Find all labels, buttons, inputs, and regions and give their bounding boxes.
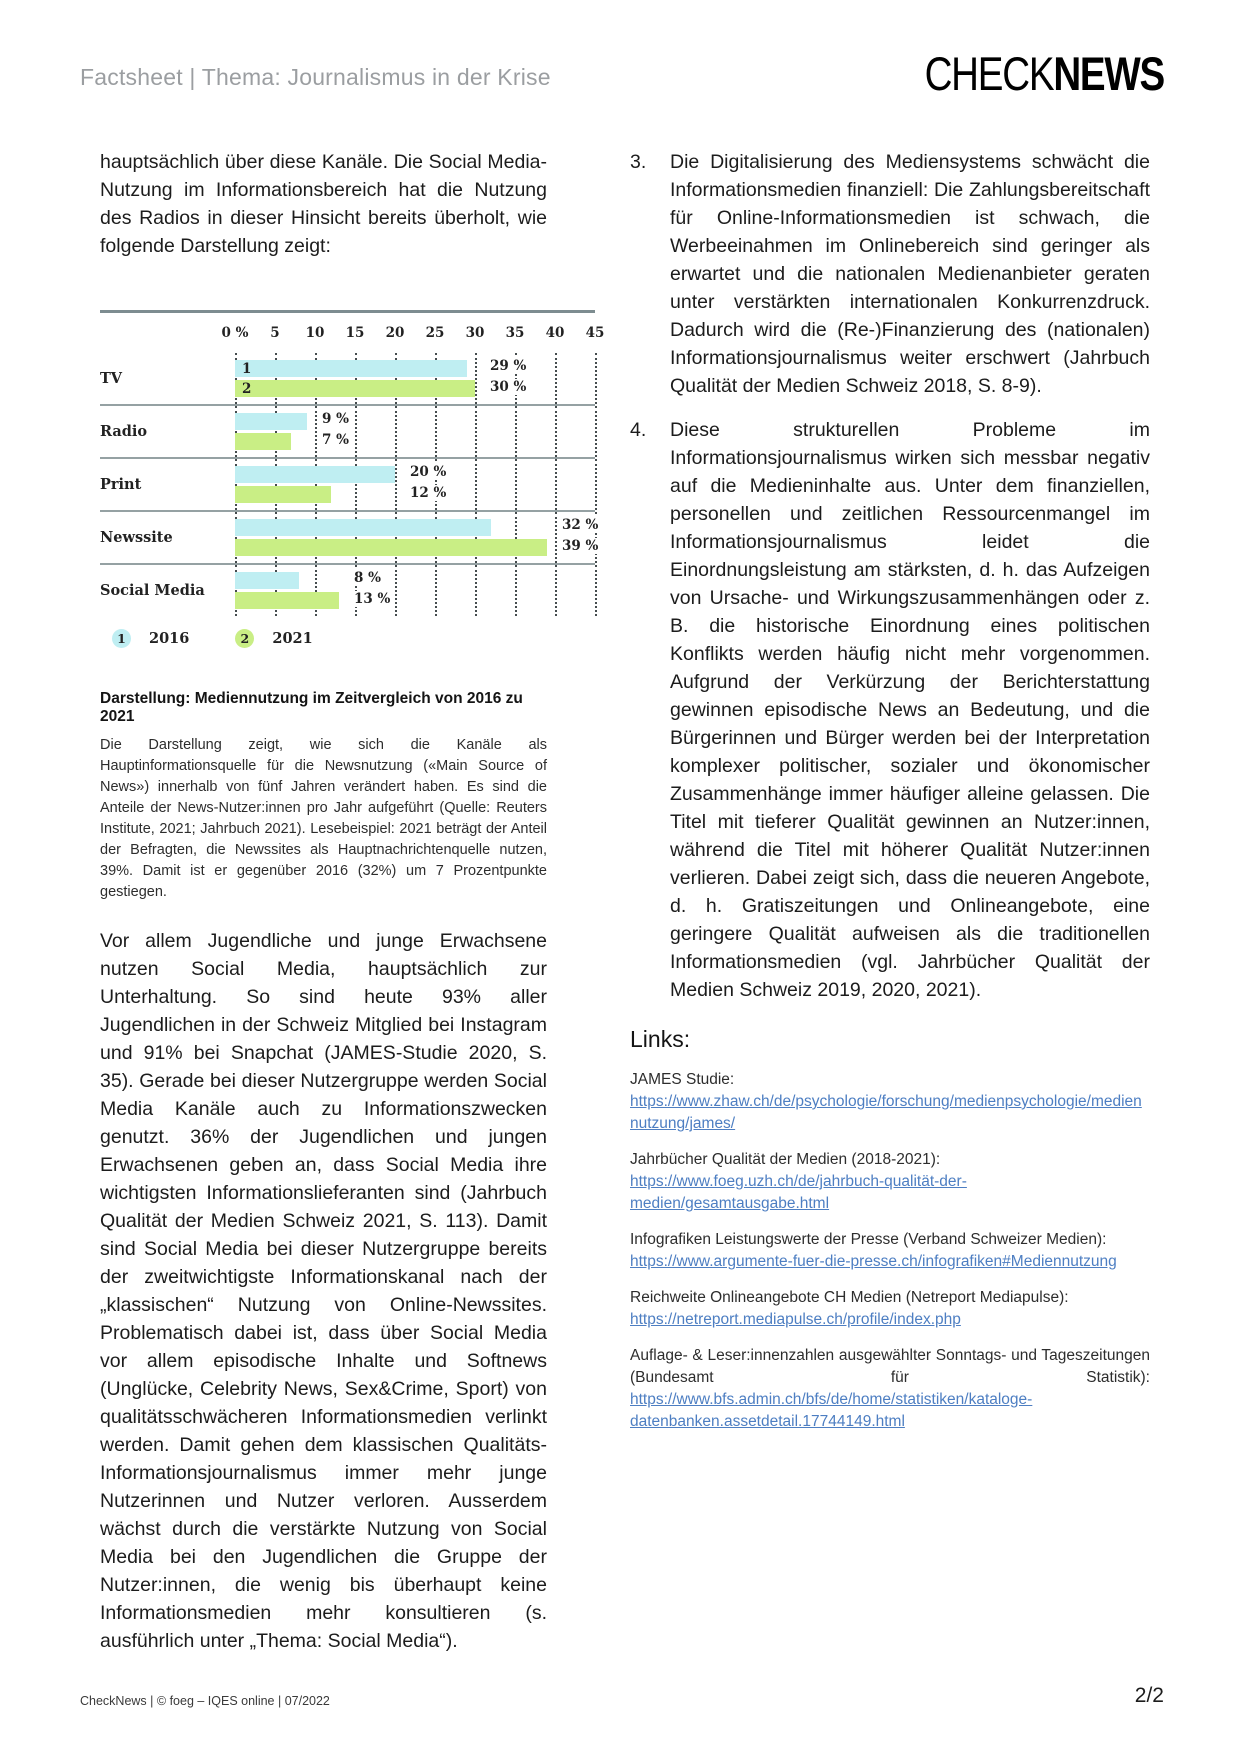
- gridline: [515, 565, 517, 616]
- x-axis-tick-label: 10: [305, 325, 325, 341]
- links-heading: Links:: [630, 1026, 691, 1052]
- gridline: [555, 406, 557, 457]
- body-paragraph: Vor allem Jugendliche und junge Erwachsene nutzen Social Media, hauptsächlich zur Unterhaltung. So sind heute 93% aller Jugendlichen in der Schweiz Mitglied bei Instagram und 91% bei Snapchat (JAMES-Studie 2020, S. 35). Gerade bei dieser Nutzergruppe werden Social Media Kanäle auch zu Informationszwecken genutzt. 36% der Jugendlichen und jungen Erwachsenen geben an, dass Social Media ihre wichtigsten Informationslieferanten sind (Jahrbuch Qualität der Medien Schweiz 2021, S. 113). Damit sind Social Media bei dieser Nutzergruppe bereits der zweitwichtigste Informationskanal nach der „klassischen“ Nutzung von Online-Newssites. Problematisch dabei ist, dass über Social Media vor allem episodische Inhalte und Softnews (Unglücke, Celebrity News, Sex&Crime, Sport) von qualitätsschwächeren Informationsmedien verlinkt werden. Damit gehen dem klassischen Qualitäts- Informationsjournalismus immer mehr junge Nutzerinnen und Nutzer verloren. Ausserdem wächst durch die verstärkte Nutzung von Social Media bei den Jugendlichen die Gruppe der Nutzer:innen, die wenig bis überhaupt keine Informationsmedien mehr konsultieren (s. ausführlich unter „Thema: Social Media“).: [100, 930, 547, 1652]
- chart-plot-area: [235, 459, 595, 510]
- bar-2016-social-media: [235, 572, 299, 589]
- logo-text-check: CHECK: [924, 47, 1054, 100]
- link-url[interactable]: https://www.bfs.admin.ch/bfs/de/home/statistiken/kataloge-datenbanken.assetdetail.17744149.html: [630, 1391, 1033, 1430]
- gridline: [355, 406, 357, 457]
- bar-value-label: 8 %: [351, 570, 384, 586]
- chart-row: [100, 510, 599, 563]
- chart-row: [100, 353, 595, 404]
- page-number: 2/2: [1134, 1684, 1164, 1707]
- gridline: [515, 406, 517, 457]
- x-axis-tick-label: 45: [585, 325, 605, 341]
- chart-caption-text: Die Darstellung zeigt, wie sich die Kanäle als Hauptinformationsquelle für die Newsnutzung («Main Source of News») innerhalb von fünf Jahren verändert haben. Es sind die Anteile der News-Nutzer:innen pro Jahr aufgeführt (Quelle: Reuters Institute, 2021; Jahrbuch 2021). Lesebeispiel: 2021 beträgt der Anteil der Befragten, die Newssites als Hauptnachrichtenquelle nutzen, 39%. Damit ist er gegenüber 2016 (32%) um 7 Prozentpunkte gestiegen.: [100, 737, 547, 900]
- link-url[interactable]: https://www.foeg.uzh.ch/de/jahrbuch-qualität-der-medien/gesamtausgabe.html: [630, 1173, 967, 1212]
- bar-value-label: 12 %: [407, 485, 449, 501]
- legend-item-2021: [235, 629, 312, 648]
- chart-category-label: Social Media: [100, 582, 205, 599]
- bar-2021-social-media: [235, 592, 339, 609]
- chart-plot-area: [235, 406, 595, 457]
- legend-label: 2021: [272, 630, 313, 647]
- link-label: Auflage- & Leser:innenzahlen ausgewählter Sonntags- und Tageszeitungen (Bundesamt für Statistik):: [630, 1347, 1150, 1386]
- bar-2016-newssite: [235, 519, 491, 536]
- axis-spacer: [100, 313, 235, 353]
- bar-2021-newssite: [235, 539, 547, 556]
- link-entry: [630, 1345, 1150, 1433]
- left-column: [100, 148, 605, 1655]
- x-axis-tick-label: 0 %: [221, 325, 249, 341]
- page-credit: CheckNews | © foeg – IQES online | 07/2022: [80, 1694, 330, 1708]
- x-axis-tick-label: 5: [270, 325, 280, 341]
- bar-2016-radio: [235, 413, 307, 430]
- bar-value-label: 13 %: [351, 591, 393, 607]
- link-url[interactable]: https://www.zhaw.ch/de/psychologie/forschung/medienpsychologie/mediennutzung/james/: [630, 1093, 1142, 1132]
- chart-category-label: Print: [100, 476, 142, 493]
- bar-value-label: 30 %: [487, 379, 529, 395]
- page-footer: [80, 1684, 1164, 1708]
- numbered-item-3: [630, 148, 1150, 400]
- legend-item-2016: [112, 629, 189, 648]
- gridline: [475, 353, 477, 404]
- link-entry: [630, 1287, 1150, 1331]
- link-url[interactable]: https://www.argumente-fuer-die-presse.ch/infografiken#Mediennutzung: [630, 1253, 1117, 1270]
- item-text: Diese strukturellen Probleme im Informationsjournalismus wirken sich messbar negativ auf die Medieninhalte aus. Unter dem finanziellen, personellen und zeitlichen Ressourcenmangel im Informationsjournalismus leidet die Einordnungsleistung am stärksten, d. h. das Aufzeigen von Ursache- und Wirkungszusammenhängen oder z. B. die historische Einordnung eines politischen Konflikts werden häufig nicht mehr vorgenommen. Aufgrund der Verkürzung der Berichterstattung gewinnen episodische News an Bedeutung, und die Bürgerinnen und Bürger werden bei der Interpretation komplexer politischer, sozialer und ökonomischer Zusammenhänge immer häufiger alleine gelassen. Die Titel mit tieferer Qualität gewinnen an Nutzer:innen, während die Titel mit höherer Qualität Nutzer:innen verlieren. Dabei zeigt sich, dass die neueren Angebote, d. h. Gratiszeitungen und Onlineangebote, eine geringere Qualität aufweisen als die traditionellen Informationsmedien (vgl. Jahrbücher Qualität der Medien Schweiz 2019, 2020, 2021).: [670, 419, 1150, 1001]
- link-url[interactable]: https://netreport.mediapulse.ch/profile/index.php: [630, 1311, 961, 1328]
- chart-caption-title: Darstellung: Mediennutzung im Zeitvergleich von 2016 zu 2021: [100, 690, 523, 725]
- bar-value-label: 9 %: [319, 411, 352, 427]
- chart-plot-area: [235, 353, 595, 404]
- intro-paragraph: hauptsächlich über diese Kanäle. Die Social Media-Nutzung im Informationsbereich hat die Nutzung des Radios in dieser Hinsicht bereits überholt, wie folgende Darstellung zeigt:: [100, 151, 547, 257]
- gridline: [395, 406, 397, 457]
- link-label: Reichweite Onlineangebote CH Medien (Netreport Mediapulse):: [630, 1289, 1069, 1306]
- gridline: [435, 406, 437, 457]
- x-axis-tick-label: 25: [425, 325, 445, 341]
- gridline: [555, 459, 557, 510]
- gridline: [435, 565, 437, 616]
- chart-category-label: Radio: [100, 423, 148, 440]
- link-entry: [630, 1149, 1150, 1215]
- series-marker: 1: [242, 360, 252, 377]
- bar-value-label: 20 %: [407, 464, 449, 480]
- bar-2021-tv: [235, 380, 475, 397]
- chart-x-axis: [100, 313, 605, 353]
- chart-legend: [100, 616, 595, 648]
- legend-label: 2016: [149, 630, 190, 647]
- chart-row: [100, 563, 595, 616]
- legend-marker: 1: [112, 629, 131, 648]
- bar-value-label: 39 %: [559, 538, 601, 554]
- checknews-logo: [925, 46, 1164, 101]
- chart-row: [100, 404, 595, 457]
- chart-plot-area: [235, 565, 595, 616]
- gridline: [475, 406, 477, 457]
- link-label: Infografiken Leistungswerte der Presse (Verband Schweizer Medien):: [630, 1231, 1107, 1248]
- x-axis-tick-label: 40: [545, 325, 565, 341]
- link-entry: [630, 1069, 1150, 1135]
- gridline: [555, 353, 557, 404]
- chart-category-label: TV: [100, 370, 123, 387]
- x-axis-tick-label: 30: [465, 325, 485, 341]
- bar-value-label: 7 %: [319, 432, 352, 448]
- gridline: [555, 565, 557, 616]
- link-label: JAMES Studie:: [630, 1071, 735, 1088]
- series-marker: 2: [242, 380, 252, 397]
- bar-value-label: 29 %: [487, 358, 529, 374]
- gridline: [555, 512, 557, 563]
- gridline: [595, 459, 597, 510]
- right-column: [630, 148, 1150, 1655]
- gridline: [595, 565, 597, 616]
- media-usage-chart: [100, 310, 605, 648]
- bar-2021-print: [235, 486, 331, 503]
- gridline: [515, 459, 517, 510]
- x-axis-tick-label: 35: [505, 325, 525, 341]
- chart-plot-area: [235, 512, 599, 563]
- chart-rows: [100, 353, 599, 616]
- gridline: [595, 353, 597, 404]
- item-number: 3.: [630, 151, 647, 173]
- link-entry: [630, 1229, 1150, 1273]
- bar-2016-tv: [235, 360, 467, 377]
- link-label: Jahrbücher Qualität der Medien (2018-2021):: [630, 1151, 941, 1168]
- content-columns: [100, 148, 1150, 1655]
- item-number: 4.: [630, 419, 647, 441]
- bar-2016-print: [235, 466, 395, 483]
- gridline: [595, 406, 597, 457]
- x-axis-tick-label: 20: [385, 325, 405, 341]
- legend-marker: 2: [235, 629, 254, 648]
- bar-value-label: 32 %: [559, 517, 601, 533]
- gridline: [475, 459, 477, 510]
- gridline: [315, 406, 317, 457]
- item-text: Die Digitalisierung des Mediensystems schwächt die Informationsmedien finanziell: Die Zahlungsbereitschaft für Online-Informationsmedien ist schwach, die Werbeeinahmen im Onlinebereich sind geringer als erwartet und die nationalen Medienanbieter geraten unter verstärkten internationalen Konkurrenzdruck. Dadurch wird die (Re-)Finanzierung des (nationalen) Informationsjournalismus weiter erschwert (Jahrbuch Qualität der Medien Schweiz 2018, S. 8-9).: [670, 151, 1150, 397]
- chart-category-label: Newssite: [100, 529, 173, 546]
- x-axis-tick-label: 15: [345, 325, 365, 341]
- axis-tick-area: [221, 313, 605, 353]
- chart-row: [100, 457, 595, 510]
- page-header: [80, 46, 1164, 101]
- gridline: [395, 565, 397, 616]
- breadcrumb: Factsheet | Thema: Journalismus in der Krise: [80, 64, 551, 90]
- gridline: [475, 565, 477, 616]
- numbered-item-4: [630, 416, 1150, 1004]
- gridline: [395, 459, 397, 510]
- bar-2021-radio: [235, 433, 291, 450]
- logo-text-news: NEWS: [1053, 47, 1164, 100]
